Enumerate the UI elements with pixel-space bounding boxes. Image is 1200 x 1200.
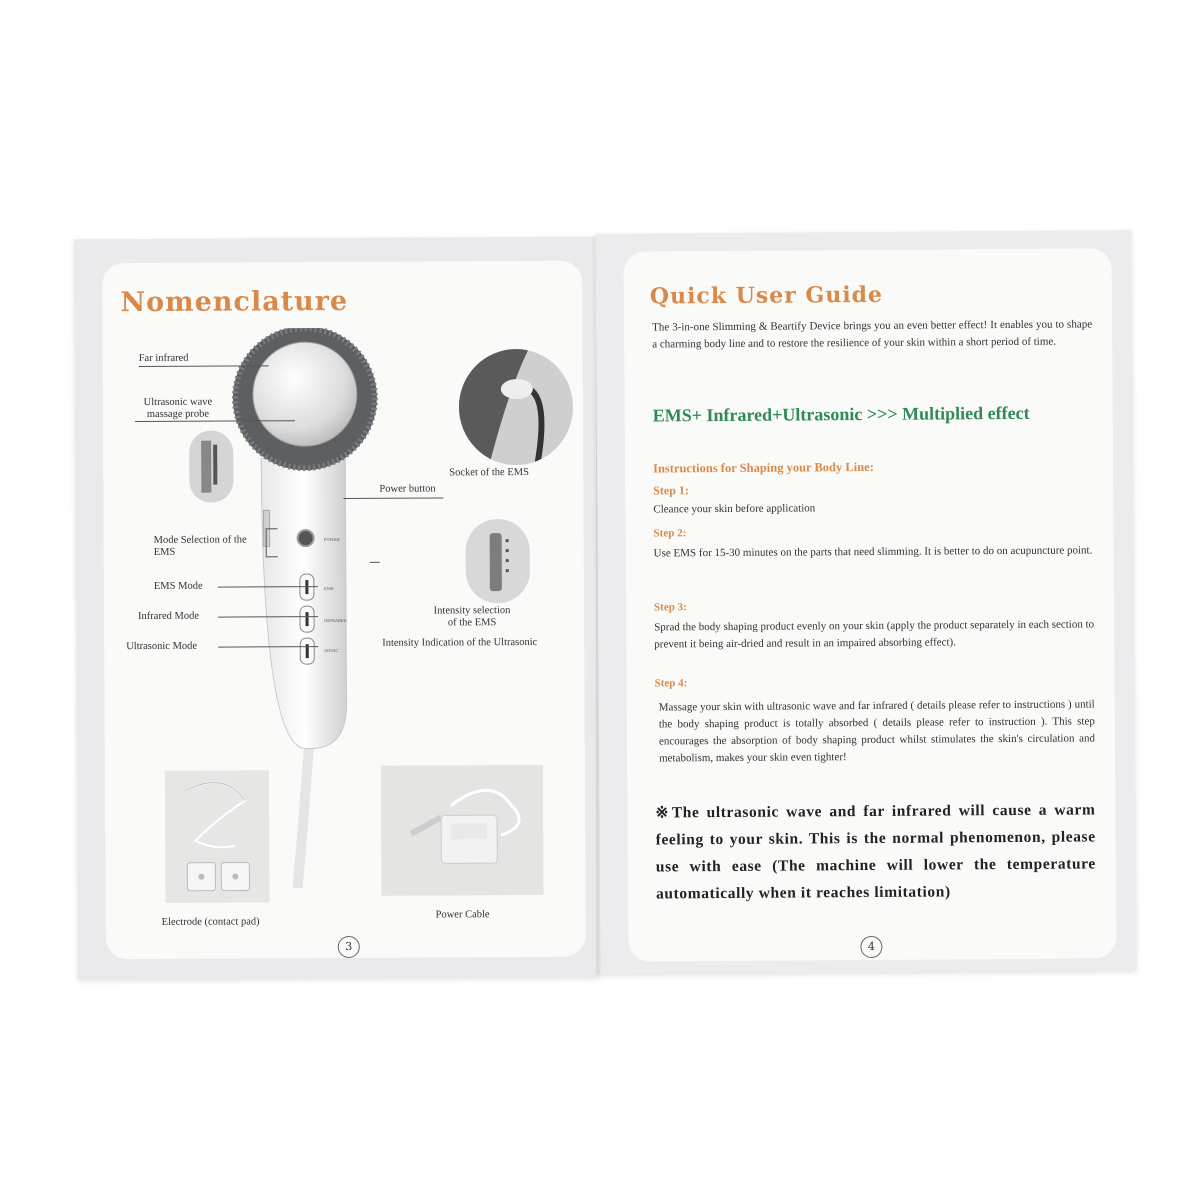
socket-photo [459, 349, 574, 466]
label-intensity-indication: Intensity Indication of the Ultrasonic [382, 636, 538, 649]
leader-line [266, 528, 267, 556]
label-mode-selection: Mode Selection of the EMS [153, 534, 247, 558]
label-intensity-selection: Intensity selection of the EMS [433, 605, 511, 629]
step-3-label: Step 3: [653, 601, 687, 614]
step-2-text: Use EMS for 15-30 minutes on the parts that need slimming. It is better to do on acupuncture point. [653, 544, 1093, 560]
right-page [595, 230, 1136, 974]
page-title: Nomenclature [120, 285, 349, 319]
page-number: 4 [860, 936, 882, 958]
label-power-button: Power button [379, 483, 436, 495]
step-1-text: Cleance your skin before application [653, 502, 816, 516]
leader-line [266, 528, 278, 529]
warning-text: ※The ultrasonic wave and far infrared will cause a warm feeling to your skin. This is the normal phenomenon, please use with ease (The machine will lower the temperature automatically when it reaches limitation) [655, 801, 1096, 903]
step-4-text: Massage your skin with ultrasonic wave and far infrared ( details please refer to instructions ) until the body shaping product is totally absorbed ( details please refer to instruction ). This step encourages the absorption of body shaping product whilst stimulates the skin's circulation and metabolism, makes your skin even tighter! [658, 698, 1095, 765]
label-far-infrared: Far infrared [138, 352, 189, 365]
label-socket-ems: Socket of the EMS [449, 466, 529, 479]
leader-line [266, 556, 278, 557]
svg-text:POWER: POWER [323, 536, 340, 543]
svg-text:INFRARED: INFRARED [324, 617, 347, 624]
label-ultrasonic-mode: Ultrasonic Mode [126, 640, 198, 653]
svg-text:EMS: EMS [323, 586, 334, 592]
power-cable-photo [381, 765, 544, 896]
mode-selection-photo [189, 431, 233, 503]
intensity-photo [466, 519, 530, 603]
svg-text:SONIC: SONIC [324, 647, 339, 654]
step-1-label: Step 1: [653, 483, 689, 498]
left-page [74, 237, 600, 980]
step-2-label: Step 2: [653, 527, 687, 540]
step-3-text: Sprad the body shaping product evenly on your skin (apply the product separately in each section to prevent it being air-dried and result in an impaired absorbing effect). [654, 618, 1095, 651]
step-4-label: Step 4: [654, 677, 688, 690]
headline: EMS+ Infrared+Ultrasonic >>> Multiplied effect [652, 402, 1030, 426]
label-power-cable: Power Cable [435, 909, 490, 921]
electrode-photo [165, 770, 270, 903]
label-ems-mode: EMS Mode [153, 580, 203, 592]
label-ultrasonic-probe: Ultrasonic wave massage probe [143, 396, 213, 420]
page-number: 3 [338, 936, 360, 958]
leader-line [370, 562, 380, 563]
label-electrode: Electrode (contact pad) [161, 916, 260, 928]
instructions-heading: Instructions for Shaping your Body Line: [653, 459, 874, 476]
label-infrared-mode: Infrared Mode [138, 610, 200, 623]
page-title: Quick User Guide [649, 281, 884, 310]
intro-text: The 3-in-one Slimming & Beartify Device brings you an even better effect! It enables you to shape a charming body line and to restore the resilience of your skin within a short period of time. [652, 318, 1093, 351]
left-panel [102, 261, 586, 960]
right-panel [624, 248, 1117, 961]
